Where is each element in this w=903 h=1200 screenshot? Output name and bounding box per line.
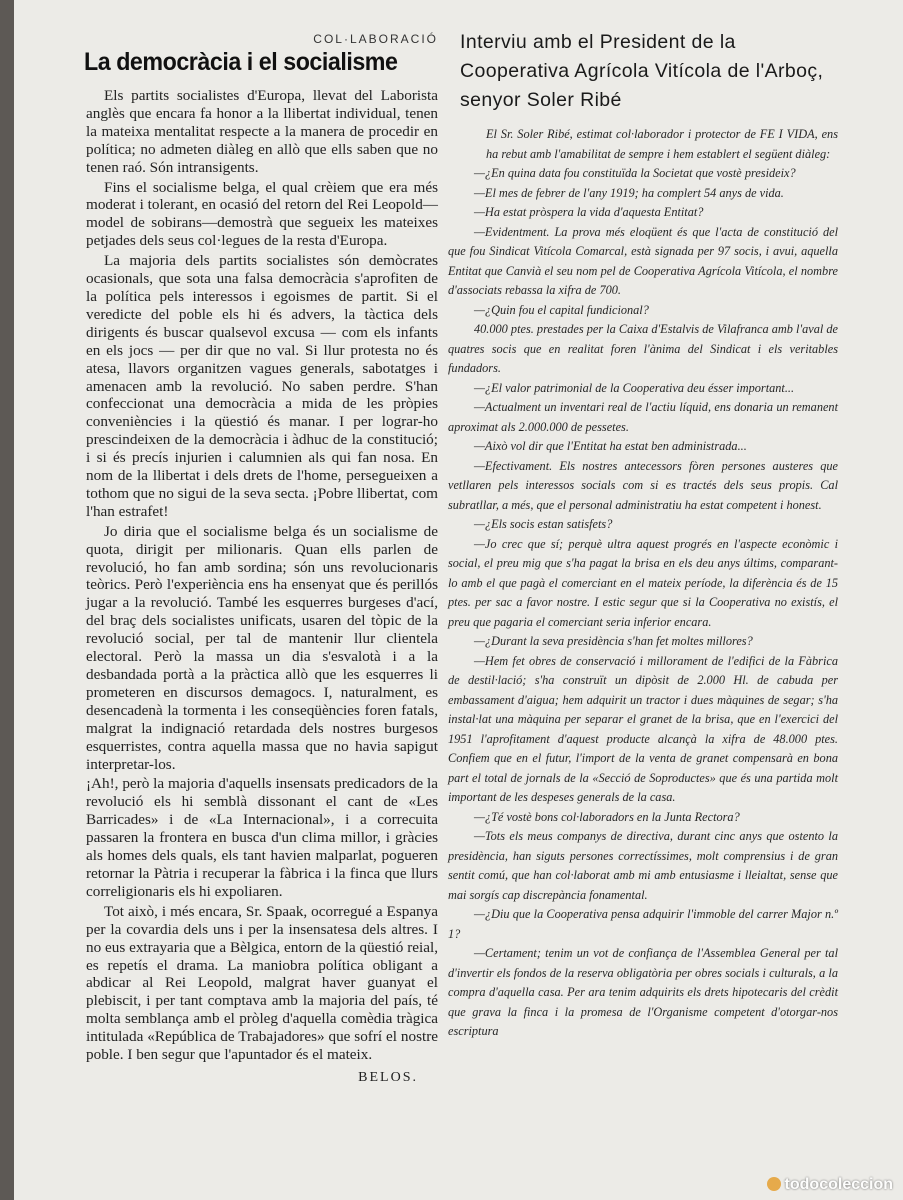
article-paragraph: Jo diria que el socialisme belga és un socialisme de quota, dirigit per milionaris. Quan ells parlen de revolució, ho fan amb sordina; són uns revolucionaris teòrics. Però l'experiència ens ha ensenyat que és perillós jugar a la revolució. També les esquerres burgeses d'ací, del braç dels socialistes unificats, usaren del tòpic de la revolució social, per tal de mantenir llur clientela electoral. Però la massa un dia s'esvalotà i a la desbandada portà a la pràctica allò que les esquerres li prometeren en discursos demagocs. I, naturalment, es desencadenà la tormenta i les conseqüències foren fatals, malgrat la indignació retardada dels nostres burgesos esquerristes, contra aquella massa que no havia sapigut interpretar-los. bbox=[86, 522, 438, 773]
dialogue-line: —Actualment un inventari real de l'actiu líquid, ens donaria un remanent aproximat als 2.000.000 de pessetes. bbox=[448, 400, 838, 434]
dialogue-line: —Tots els meus companys de directiva, durant cinc anys que ostento la presidència, han siguts persones correctíssimes, molt comprensius i de gran sentit comú, que han col·laborat amb mi amb entusiasme i lleialtat, sense que mai sorgís cap discrepància fonamental. bbox=[448, 829, 838, 902]
page-shadow-edge bbox=[0, 0, 14, 1200]
dialogue-line: —¿Els socis estan satisfets? bbox=[474, 517, 613, 531]
article-headline: La democràcia i el socialisme bbox=[84, 48, 398, 76]
dialogue-line: —¿En quina data fou constituïda la Societat que vostè presideix? bbox=[474, 166, 796, 180]
dialogue-line: —¿Diu que la Cooperativa pensa adquirir l'immoble del carrer Major n.º 1? bbox=[448, 907, 838, 941]
author-signature: BELOS. bbox=[358, 1069, 418, 1085]
article-paragraph: Els partits socialistes d'Europa, llevat del Laborista anglès que encara fa honor a la llibertat individual, tenen la mateixa mentalitat respecte a la manera de procedir en política; no admeten diàleg en allò que ells saben que no tenen raó. Són intransigents. bbox=[86, 87, 438, 176]
site-watermark bbox=[767, 1176, 893, 1194]
dialogue-line: —El mes de febrer de l'any 1919; ha complert 54 anys de vida. bbox=[474, 185, 784, 200]
dialogue-line: —¿El valor patrimonial de la Cooperativa deu ésser important... bbox=[474, 380, 795, 395]
dialogue-line: —¿Té vostè bons col·laboradors en la Junta Rectora? bbox=[474, 809, 740, 824]
article-paragraph: Tot això, i més encara, Sr. Spaak, ocorregué a Espanya per la covardia dels uns i per la insensatesa dels altres. I no eus extrayaria que a Bèlgica, entorn de la qüestió reial, es repetís el drama. La maniobra política obligant a abdicar al Rei Leopold, malgrat haver guanyat el plebiscit, i per tant comptava amb la majoria del país, té molta semblança amb el pròleg d'aquella comèdia tràgica intitulada «República de Trabajadores» que sofrí el nostre poble. I ben segur que l'apuntador és el mateix. bbox=[86, 902, 438, 1064]
article-paragraph: ¡Ah!, però la majoria d'aquells insensats predicadors de la revolució els hi semblà dissonant el cant de «Les Barricades» i de «La Internacional», i a correcuita passaren la frontera en busca d'un clima millor, i gràcies als homes dels quals, els tant havien malparlat, pogueren retornar la Pàtria i recuperar la fàbrica i la finca que llurs correligionaris els hi expoliaren. bbox=[86, 775, 438, 900]
dialogue-line: —Efectivament. Els nostres antecessors fòren persones austeres que vetllaren pels interessos socials com si es tractés dels seus propis. Cal subratllar, a més, que el personal administratiu ha estat competent i honest. bbox=[448, 458, 838, 512]
watermark-text: todocoleccion bbox=[784, 1176, 893, 1193]
dialogue-line: —¿Quin fou el capital fundicional? bbox=[474, 302, 649, 317]
interview-dialogue bbox=[448, 164, 838, 1042]
dialogue-line: —Jo crec que sí; perquè ultra aquest progrés en l'aspecte econòmic i social, el preu mig que s'ha pagat la brisa en els deu anys últims, comparant-lo amb el que pagà el comerciant en el mateix període, la diferència és de 15 ptes. per sac a favor nostre. I estic segur que si la Cooperativa no existís, el preu que pagaria el comerciant seria inferior encara. bbox=[448, 536, 838, 629]
right-article bbox=[448, 28, 838, 1042]
left-article bbox=[86, 28, 438, 1086]
dialogue-line: —Certament; tenim un vot de confiança de l'Assemblea General per tal d'invertir els fondos de la reserva obligatòria per obres socials i culturals, a la compra d'aquella casa. Per ara tenim adquirits els drets hipotecaris del crèdit que grava la finca i la promesa de l'Organisme competent d'otorgar-nos escriptura bbox=[448, 946, 838, 1038]
section-kicker: COL·LABORACIÓ bbox=[313, 32, 438, 46]
watermark-logo-icon bbox=[767, 1177, 781, 1191]
dialogue-line: —Això vol dir que l'Entitat ha estat ben administrada... bbox=[474, 439, 747, 453]
interview-intro: El Sr. Soler Ribé, estimat col·laborador i protector de FE I VIDA, ens ha rebut amb l'amabilitat de sempre i hem establert el següent diàleg: bbox=[486, 127, 838, 161]
article-paragraph: La majoria dels partits socialistes són demòcrates ocasionals, que sota una falsa democràcia s'aprofiten de la política pels interessos i egoismes de partit. Si el veredicte del poble els hi és advers, la tàctica dels dirigents és buscar qualsevol excusa — com els infants en els jocs — per dir que no val. Si llur protesta no és atesa, llavors organitzen vagues generals, sabotatges i amenacen amb la revolució. No saben perdre. S'han confeccionat una democràcia a mida de les pròpies conveniències i la qüestió és manar. I per lograr-ho prescindeixen de la democràcia i àdhuc de la constitució; i si és precís injurien i calumnien als qui fan nosa. En nom de la llibertat i dels drets de l'home, persegueixen a tothom que no sigui de la seva secta. ¡Pobre llibertat, com l'han estrafet! bbox=[86, 252, 438, 520]
newspaper-page bbox=[8, 0, 903, 1200]
interview-title: Interviu amb el President de la Cooperativa Agrícola Vitícola de l'Arboç, senyor Soler Ribé bbox=[460, 31, 824, 111]
article-paragraph: Fins el socialisme belga, el qual crèiem que era més moderat i tolerant, en ocasió del retorn del Rei Leopold—model de sobirans—demostrà que segueix les mateixes petjades dels seus col·legues de la resta d'Europa. bbox=[86, 178, 438, 250]
dialogue-line: —¿Durant la seva presidència s'han fet moltes millores? bbox=[474, 634, 753, 648]
dialogue-line: 40.000 ptes. prestades per la Caixa d'Estalvis de Vilafranca amb l'aval de quatres socis que en realitat foren l'ànima del Sindicat i els veritables fundadors. bbox=[448, 322, 838, 375]
dialogue-line: —Ha estat pròspera la vida d'aquesta Entitat? bbox=[474, 205, 704, 219]
dialogue-line: —Evidentment. La prova més eloqüent és que l'acta de constitució del que fou Sindicat Vitícola Comarcal, està signada per 97 socis, i avui, aquella Entitat que Canvià el seu nom pel de Cooperativa Agrícola Vitícola, el nombre d'associats rebassa la xifra de 700. bbox=[448, 224, 838, 297]
dialogue-line: —Hem fet obres de conservació i millorament de l'edifici de la Fàbrica de destil·lació; s'ha construït un dipòsit de 2.000 Hl. de cabuda per embassament d'aigua; hem adquirit un tractor i dues màquines de segar; s'ha instal·lat una màquina per separar el granet de la brisa, que en l'exercici del 1951 l'aprofitament d'aquest producte alcançà la xifra de 48.000 ptes. Confiem que en el futur, l'import de la venta de granet compensarà en bona part el total de jornals de la «Secció de Soproductes» que és una partida molt important de les despeses generals de la casa. bbox=[448, 653, 838, 804]
